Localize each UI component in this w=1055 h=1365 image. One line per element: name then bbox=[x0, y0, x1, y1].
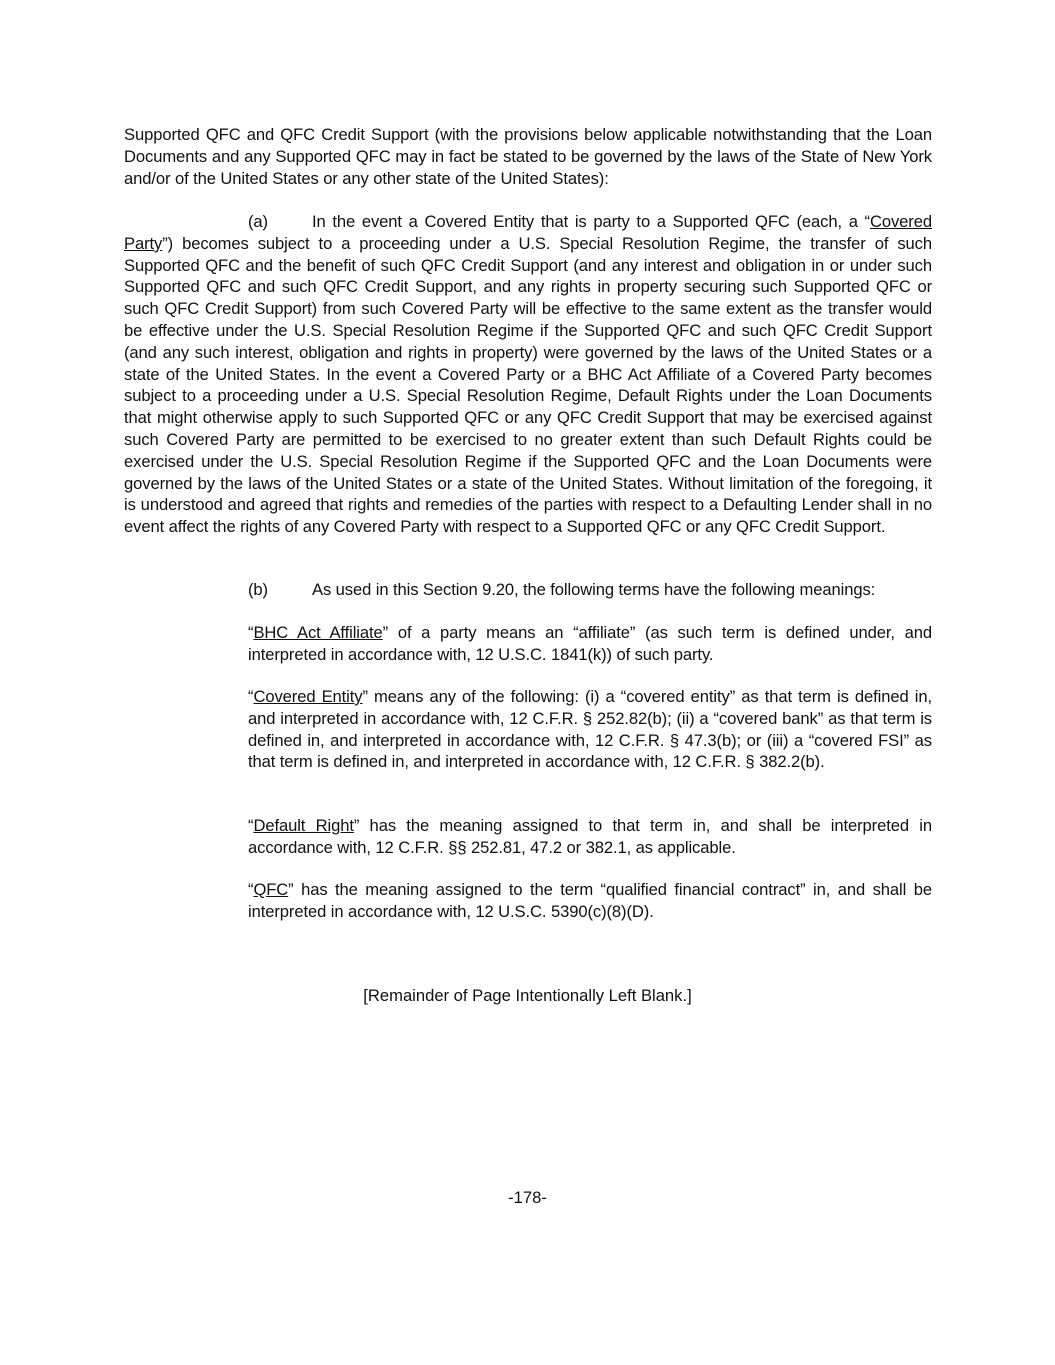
clause-b-text: As used in this Section 9.20, the following terms have the following meanings: bbox=[312, 580, 876, 599]
clause-a-label: (a) bbox=[248, 212, 268, 231]
clause-a-lead: In the event a Covered Entity that is party to a Supported QFC (each, a “ bbox=[312, 212, 870, 231]
covered-party-term: Covered Party bbox=[124, 212, 932, 253]
definition-qfc bbox=[248, 879, 932, 923]
definition-open-quote: “ bbox=[248, 880, 254, 899]
definition-term: Default Right bbox=[253, 816, 354, 835]
definition-covered-entity bbox=[248, 686, 932, 773]
clause-a-body: ”) becomes subject to a proceeding under a U.S. Special Resolution Regime, the transfer of such Supported QFC and the benefit of such QFC Credit Support (and any interest and obligation in or under such Supported QFC and such QFC Credit Support, and any rights in property securing such Supported QFC or such QFC Credit Support) from such Covered Party will be effective to the same extent as the transfer would be effective under the U.S. Special Resolution Regime if the Supported QFC and such QFC Credit Support (and any such interest, obligation and rights in property) were governed by the laws of the United States or a state of the United States. In the event a Covered Party or a BHC Act Affiliate of a Covered Party becomes subject to a proceeding under a U.S. Special Resolution Regime, Default Rights under the Loan Documents that might otherwise apply to such Supported QFC or any QFC Credit Support that may be exercised against such Covered Party are permitted to be exercised to no greater extent than such Default Rights could be exercised under the U.S. Special Resolution Regime if the Supported QFC and the Loan Documents were governed by the laws of the United States or a state of the United States. Without limitation of the foregoing, it is understood and agreed that rights and remedies of the parties with respect to a Defaulting Lender shall in no event affect the rights of any Covered Party with respect to a Supported QFC or any QFC Credit Support. bbox=[124, 233, 932, 537]
definition-open-quote: “ bbox=[248, 623, 254, 642]
clause-b-paragraph bbox=[248, 579, 932, 601]
definition-text: ” has the meaning assigned to that term in, and shall be interpreted in accordance with, 12 C.F.R. §§ 252.81, 47.2 or 382.1, as applicable. bbox=[248, 816, 932, 857]
definition-text: ” has the meaning assigned to the term “qualified financial contract” in, and shall be interpreted in accordance with, 12 U.S.C. 5390(c)(8)(D). bbox=[248, 880, 932, 921]
definition-text: ” of a party means an “affiliate” (as such term is defined under, and interpreted in accordance with, 12 U.S.C. 1841(k)) of such party. bbox=[248, 623, 932, 664]
definition-default-right bbox=[248, 815, 932, 859]
definition-open-quote: “ bbox=[248, 687, 254, 706]
remainder-blank-note: [Remainder of Page Intentionally Left Blank.] bbox=[363, 986, 692, 1005]
page-number: -178- bbox=[508, 1188, 547, 1207]
definition-term: BHC Act Affiliate bbox=[253, 623, 383, 642]
definition-term: QFC bbox=[253, 880, 289, 899]
clause-b-label: (b) bbox=[248, 580, 268, 599]
definition-term: Covered Entity bbox=[253, 687, 363, 706]
definition-bhc-act-affiliate bbox=[248, 622, 932, 666]
definition-text: ” means any of the following: (i) a “covered entity” as that term is defined in, and interpreted in accordance with, 12 C.F.R. § 252.82(b); (ii) a “covered bank” as that term is defined in, and interpreted in accordance with, 12 C.F.R. § 47.3(b); or (iii) a “covered FSI” as that term is defined in, and interpreted in accordance with, 12 C.F.R. § 382.2(b). bbox=[248, 687, 932, 772]
definition-open-quote: “ bbox=[248, 816, 254, 835]
clause-a-paragraph bbox=[124, 211, 932, 538]
intro-paragraph: Supported QFC and QFC Credit Support (with the provisions below applicable notwithstanding that the Loan Documents and any Supported QFC may in fact be stated to be governed by the laws of the State of New York and/or of the United States or any other state of the United States): bbox=[124, 125, 932, 188]
